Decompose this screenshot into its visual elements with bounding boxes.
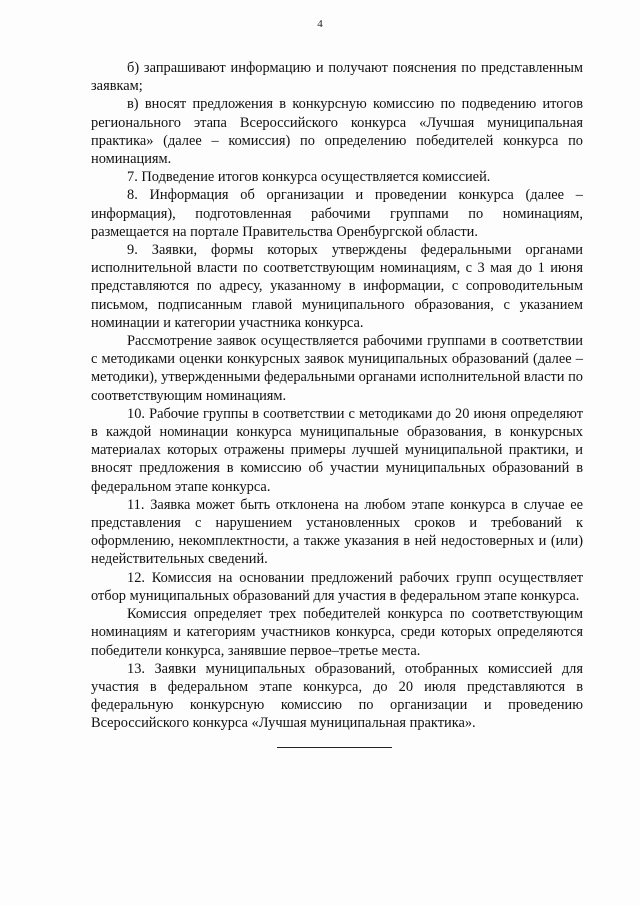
- paragraph-12-winners: Комиссия определяет трех победителей конкурса по соответствующим номинациям и категориям участников конкурса, среди которых определяются победители конкурса, занявшие первое–третье места.: [91, 606, 583, 659]
- page-number: 4: [317, 18, 323, 30]
- paragraph-13: 13. Заявки муниципальных образований, отобранных комиссией для участия в федеральном этапе конкурса, до 20 июля представляются в федеральную конкурсную комиссию по организации и проведению Всероссийского конкурса «Лучшая муниципальная практика».: [91, 660, 583, 732]
- paragraph-11: 11. Заявка может быть отклонена на любом этапе конкурса в случае ее представления с нарушением установленных сроков и требований к оформлению, некомплектности, а также указания в ней недостоверных и (или) недействительных сведений.: [91, 496, 583, 568]
- paragraph-12: 12. Комиссия на основании предложений рабочих групп осуществляет отбор муниципальных образований для участия в федеральном этапе конкурса.: [91, 569, 583, 604]
- paragraph-7: 7. Подведение итогов конкурса осуществляется комиссией.: [127, 169, 491, 186]
- paragraph-b: б) запрашивают информацию и получают пояснения по представленным заявкам;: [91, 60, 583, 95]
- paragraph-8: 8. Информация об организации и проведении конкурса (далее – информация), подготовленная рабочими группами по номинациям, размещается на портале Правительства Оренбургской области.: [91, 187, 583, 240]
- paragraph-v: в) вносят предложения в конкурсную комиссию по подведению итогов регионального этапа Всероссийского конкурса «Лучшая муниципальная практика» (далее – комиссия) по определению победителей конкурса по номинациям.: [91, 96, 583, 168]
- document-body: [91, 59, 583, 733]
- end-of-document-line: [277, 747, 392, 748]
- paragraph-9: 9. Заявки, формы которых утверждены федеральными органами исполнительной власти по соответствующим номинациям, с 3 мая до 1 июня представляются по адресу, указанному в информации, с сопроводительным письмом, подписанным главой муниципального образования, с указанием номинации и категории участника конкурса.: [91, 242, 583, 331]
- paragraph-9-review: Рассмотрение заявок осуществляется рабочими группами в соответствии с методиками оценки конкурсных заявок муниципальных образований (далее – методики), утвержденными федеральными органами исполнительной власти по соответствующим номинациям.: [91, 333, 583, 404]
- paragraph-10: 10. Рабочие группы в соответствии с методиками до 20 июня определяют в каждой номинации конкурса муниципальные образования, в конкурсных материалах которых отражены примеры лучшей муниципальной практики, и вносят предложения в комиссию об участии муниципальных образований в федеральном этапе конкурса.: [91, 405, 583, 495]
